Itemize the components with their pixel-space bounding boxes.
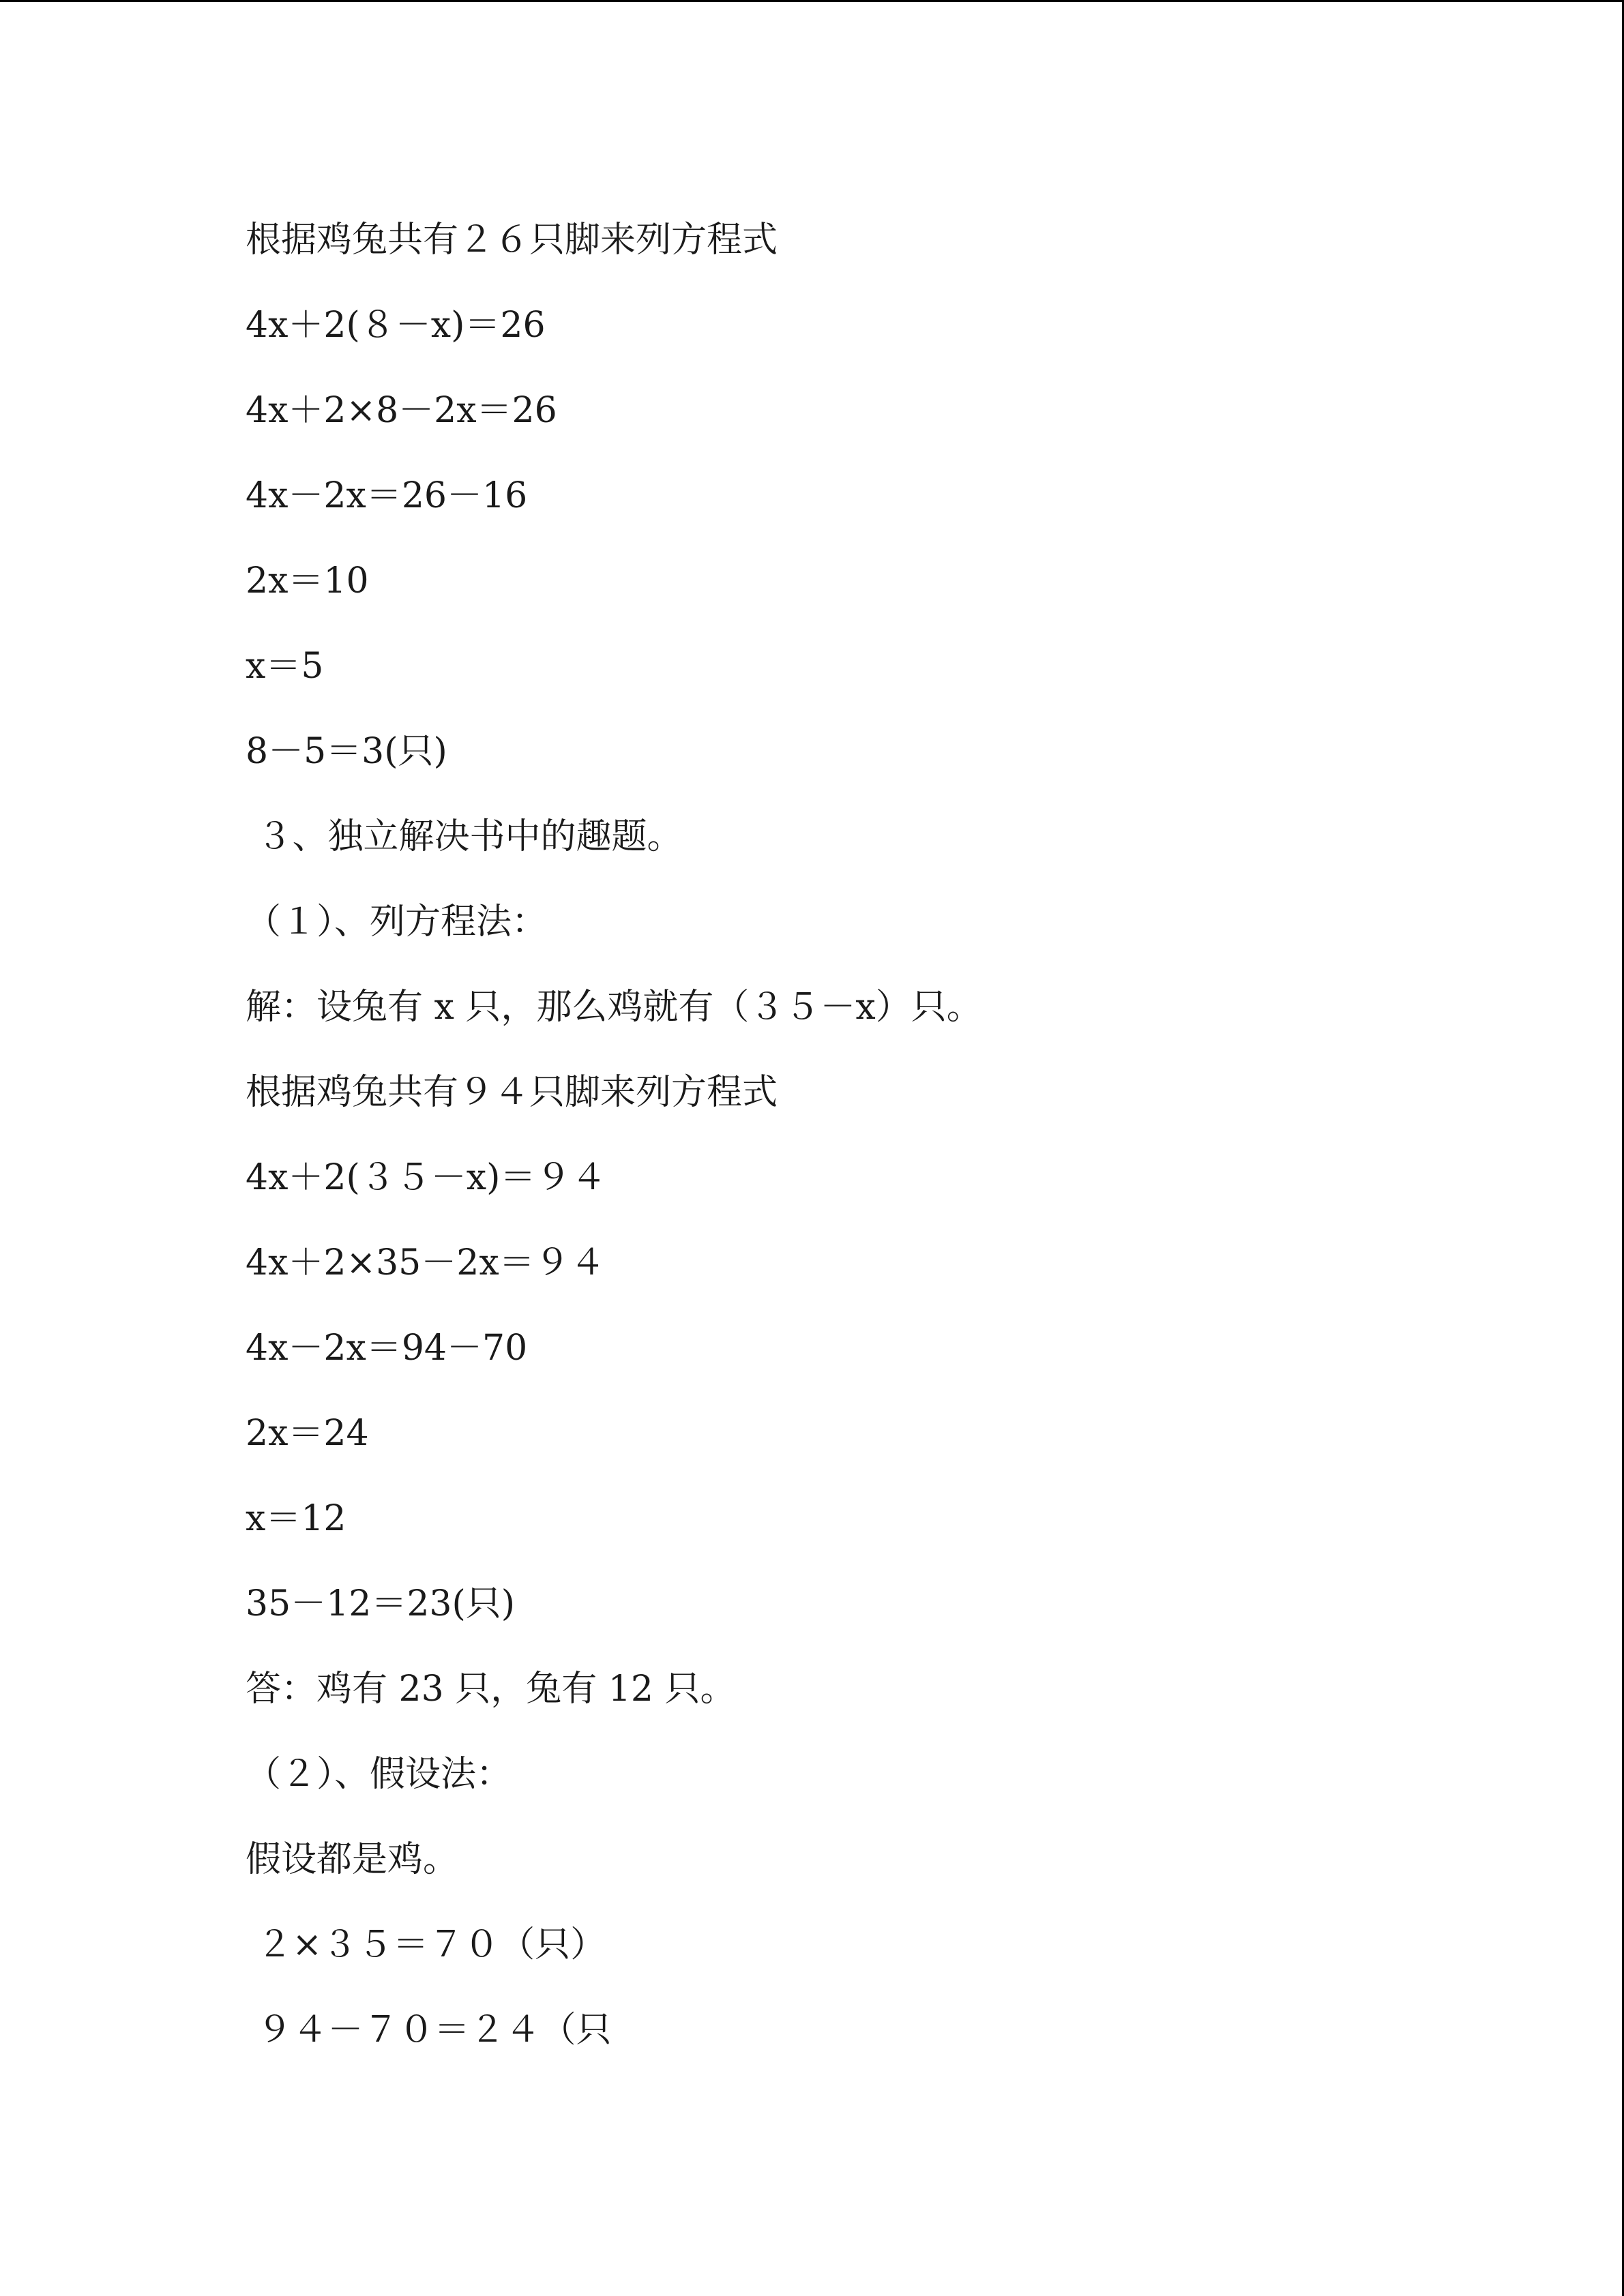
equation-line: x＝5 bbox=[246, 646, 324, 687]
equation-line: x＝12 bbox=[246, 1498, 346, 1539]
equation-line: 8－5＝3(只) bbox=[246, 731, 447, 772]
subsection-heading: （１）、列方程法： bbox=[246, 901, 548, 942]
equation-line: 2x＝10 bbox=[246, 561, 369, 601]
section-heading: ３、独立解决书中的趣题。 bbox=[246, 816, 683, 857]
equation-line: 4x＋2×8－2x＝26 bbox=[246, 390, 557, 431]
subsection-heading: （２）、假设法： bbox=[246, 1754, 512, 1795]
document-body bbox=[246, 211, 1541, 2087]
text-line: 根据鸡兔共有２６只脚来列方程式 bbox=[246, 220, 778, 260]
equation-line: 35－12＝23(只) bbox=[246, 1583, 516, 1624]
text-line: 假设都是鸡。 bbox=[246, 1839, 459, 1880]
equation-line: 4x－2x＝26－16 bbox=[246, 475, 528, 516]
equation-line: 4x－2x＝94－70 bbox=[246, 1328, 528, 1369]
equation-line: 4x＋2×35－2x＝９４ bbox=[246, 1242, 606, 1283]
equation-line: 4x＋2(８－x)＝26 bbox=[246, 305, 546, 346]
equation-line: 2x＝24 bbox=[246, 1413, 369, 1454]
text-line: 解：设兔有 x 只，那么鸡就有（３５－x）只。 bbox=[246, 987, 982, 1028]
answer-line: 答：鸡有 23 只，兔有 12 只。 bbox=[246, 1669, 736, 1710]
top-border bbox=[0, 0, 1624, 2]
equation-line: ９４－７０＝２４（只 bbox=[246, 2010, 612, 2051]
equation-line: 4x＋2(３５－x)＝９４ bbox=[246, 1157, 607, 1198]
equation-line: ２×３５＝７０（只） bbox=[246, 1924, 606, 1965]
text-line: 根据鸡兔共有９４只脚来列方程式 bbox=[246, 1072, 778, 1113]
